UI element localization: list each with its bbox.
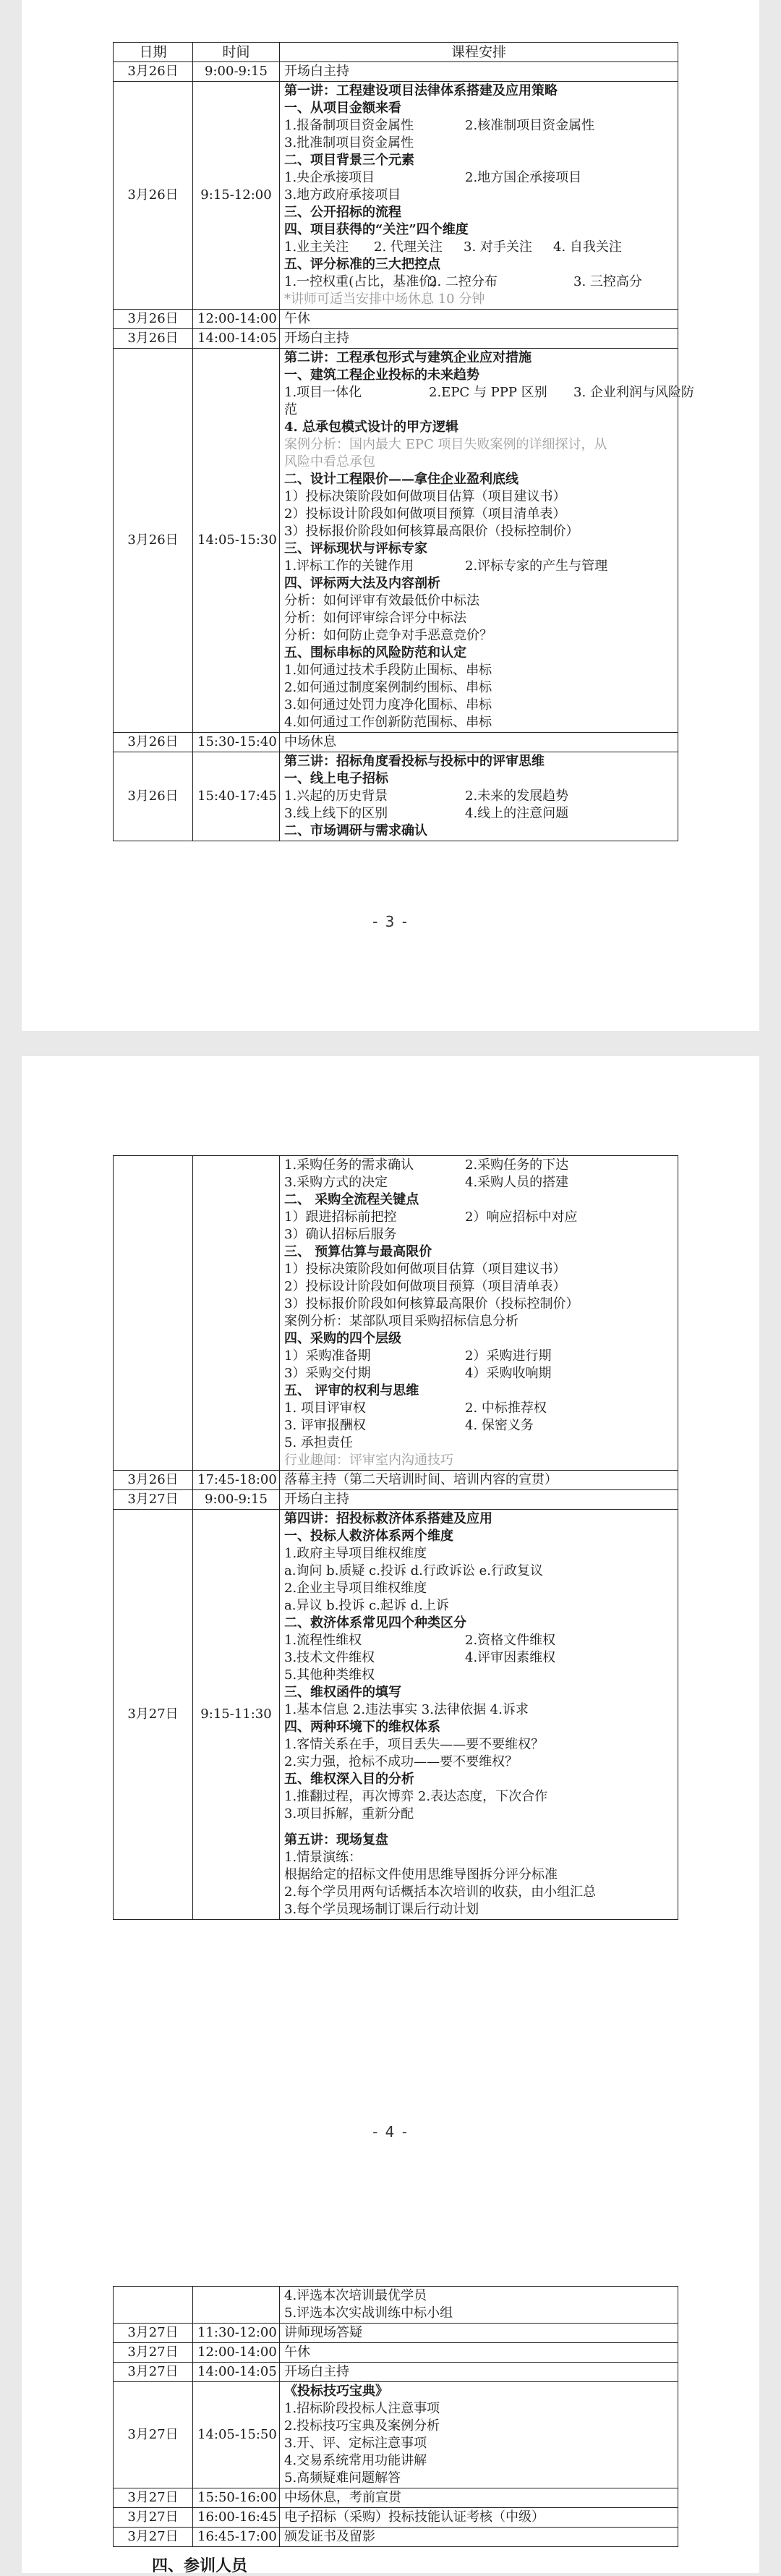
schedule-row bbox=[114, 349, 678, 733]
content-item: 3.线上线下的区别 bbox=[284, 806, 388, 821]
schedule-row bbox=[114, 733, 678, 752]
content-line: 一、从项目金额来看 bbox=[284, 101, 401, 116]
schedule-date: 3月26日 bbox=[114, 62, 193, 82]
content-line bbox=[284, 1823, 673, 1832]
content-item: 2）响应招标中对应 bbox=[465, 1210, 578, 1225]
schedule-time: 11:30-12:00 bbox=[193, 2324, 280, 2343]
page-number: - 3 - bbox=[372, 913, 409, 930]
schedule-row bbox=[114, 62, 678, 82]
header-time: 时间 bbox=[193, 43, 280, 62]
document-page-3 bbox=[22, 0, 759, 1031]
schedule-time: 15:50-16:00 bbox=[193, 2488, 280, 2508]
content-item: 3. 对手关注 bbox=[464, 239, 532, 255]
content-item: 1.央企承接项目 bbox=[284, 170, 375, 185]
content-line bbox=[284, 239, 673, 256]
schedule-date: 3月27日 bbox=[114, 1490, 193, 1510]
content-line: 第三讲：招标角度看投标与投标中的评审思维 bbox=[284, 754, 545, 769]
content-line bbox=[284, 1400, 673, 1417]
header-date: 日期 bbox=[114, 43, 193, 62]
schedule-content bbox=[280, 752, 678, 841]
schedule-row bbox=[114, 1471, 678, 1490]
content-line: 4.如何通过工作创新防范围标、串标 bbox=[284, 715, 492, 730]
schedule-date: 3月27日 bbox=[114, 2363, 193, 2382]
schedule-content bbox=[280, 2508, 678, 2528]
content-line: 第一讲：工程建设项目法律体系搭建及应用策略 bbox=[284, 83, 558, 98]
content-line: 2.实力强，抢标不成功——要不要维权？ bbox=[284, 1754, 518, 1769]
schedule-date bbox=[114, 1156, 193, 1471]
content-line bbox=[284, 1348, 673, 1365]
content-line: 2）投标设计阶段如何做项目预算（项目清单表） bbox=[284, 1279, 566, 1294]
content-line bbox=[284, 169, 673, 187]
content-item: 1.业主关注 bbox=[284, 239, 349, 255]
content-line: a.异议 b.投诉 c.起诉 d.上诉 bbox=[284, 1598, 449, 1613]
content-line: 1.政府主导项目维权维度 bbox=[284, 1546, 427, 1561]
content-item: 4.采购人员的搭建 bbox=[465, 1175, 569, 1190]
section-heading: 四、参训人员 bbox=[152, 2556, 248, 2575]
schedule-content bbox=[280, 1471, 678, 1490]
content-item: 1.采购任务的需求确认 bbox=[284, 1157, 414, 1173]
table-header-row bbox=[114, 43, 678, 62]
schedule-table-page-5 bbox=[113, 2286, 678, 2547]
content-item: 1.报备制项目资金属性 bbox=[284, 118, 414, 133]
schedule-row bbox=[114, 1156, 678, 1471]
content-line bbox=[284, 384, 694, 401]
content-line bbox=[284, 558, 673, 575]
content-line: 颁发证书及留影 bbox=[284, 2529, 375, 2544]
content-line: 2.投标技巧宝典及案例分析 bbox=[284, 2418, 440, 2433]
schedule-time: 12:00-14:00 bbox=[193, 310, 280, 329]
content-line: 电子招标（采购）投标技能认证考核（中级） bbox=[284, 2509, 545, 2525]
content-line: a.询问 b.质疑 c.投诉 d.行政诉讼 e.行政复议 bbox=[284, 1563, 544, 1578]
content-line: 1.如何通过技术手段防止围标、串标 bbox=[284, 663, 492, 678]
content-line: 二、设计工程限价——拿住企业盈利底线 bbox=[284, 472, 518, 487]
content-line: 一、线上电子招标 bbox=[284, 771, 388, 786]
content-line: 3）确认招标后服务 bbox=[284, 1227, 397, 1242]
content-line: 二、 采购全流程关键点 bbox=[284, 1192, 419, 1207]
content-item: 3）采购交付期 bbox=[284, 1366, 371, 1381]
content-line: 开场白主持 bbox=[284, 2364, 349, 2379]
schedule-row bbox=[114, 82, 678, 310]
content-line: 第五讲：现场复盘 bbox=[284, 1832, 388, 1848]
schedule-date: 3月26日 bbox=[114, 82, 193, 310]
schedule-date: 3月27日 bbox=[114, 2343, 193, 2363]
content-line: 午休 bbox=[284, 2345, 310, 2360]
content-item: 4.评审因素维权 bbox=[465, 1650, 556, 1665]
schedule-time bbox=[193, 2287, 280, 2324]
schedule-row bbox=[114, 752, 678, 841]
content-line: 第二讲：工程承包形式与建筑企业应对措施 bbox=[284, 350, 532, 365]
content-line: 1.推翻过程，再次博弈 2.表达态度，下次合作 bbox=[284, 1789, 548, 1804]
content-line: 三、维权函件的填写 bbox=[284, 1685, 401, 1700]
schedule-row bbox=[114, 1510, 678, 1920]
content-line: 3）投标报价阶段如何核算最高限价（投标控制价） bbox=[284, 1296, 579, 1312]
content-line: 3.批准制项目资金属性 bbox=[284, 135, 414, 150]
schedule-content bbox=[280, 1156, 678, 1471]
content-line bbox=[284, 788, 673, 805]
schedule-content bbox=[280, 82, 678, 310]
schedule-date: 3月27日 bbox=[114, 2324, 193, 2343]
content-line: 行业趣闻：评审室内沟通技巧 bbox=[284, 1453, 453, 1468]
schedule-date: 3月27日 bbox=[114, 2488, 193, 2508]
schedule-content bbox=[280, 733, 678, 752]
content-line: 《投标技巧宝典》 bbox=[284, 2384, 388, 2399]
content-line: 1）投标决策阶段如何做项目估算（项目建议书） bbox=[284, 489, 566, 504]
schedule-content bbox=[280, 310, 678, 329]
content-line: 三、评标现状与评标专家 bbox=[284, 541, 427, 556]
schedule-content bbox=[280, 1490, 678, 1510]
content-line: 4. 总承包模式设计的甲方逻辑 bbox=[284, 420, 459, 435]
schedule-content bbox=[280, 329, 678, 349]
content-item: 1.评标工作的关键作用 bbox=[284, 558, 414, 574]
content-line: 四、评标两大法及内容剖析 bbox=[284, 576, 440, 591]
content-item: 2. 代理关注 bbox=[374, 239, 443, 255]
schedule-time bbox=[193, 1156, 280, 1471]
content-line: 五、 评审的权利与思维 bbox=[284, 1383, 419, 1398]
content-line: 中场休息，考前宣贯 bbox=[284, 2490, 401, 2505]
content-line: 分析：如何防止竞争对手恶意竞价？ bbox=[284, 628, 492, 643]
header-schedule: 课程安排 bbox=[280, 43, 678, 62]
schedule-time: 17:45-18:00 bbox=[193, 1471, 280, 1490]
content-line: 4.交易系统常用功能讲解 bbox=[284, 2453, 427, 2468]
schedule-time: 9:15-11:30 bbox=[193, 1510, 280, 1920]
content-item: 1.一控权重(占比，基准价) bbox=[284, 274, 438, 289]
content-line bbox=[284, 1174, 673, 1191]
page-number: - 4 - bbox=[372, 2123, 409, 2141]
content-item: 4. 保密义务 bbox=[465, 1418, 534, 1433]
content-line: 开场白主持 bbox=[284, 331, 349, 346]
content-item: 3. 三控高分 bbox=[573, 274, 642, 289]
content-line bbox=[284, 117, 673, 135]
content-line: 5.其他种类维权 bbox=[284, 1667, 375, 1683]
schedule-table-page-3 bbox=[113, 42, 694, 841]
content-line: 午休 bbox=[284, 311, 310, 326]
schedule-time: 9:00-9:15 bbox=[193, 1490, 280, 1510]
content-item: 2.EPC 与 PPP 区别 bbox=[429, 385, 547, 400]
content-line: 2.企业主导项目维权维度 bbox=[284, 1581, 427, 1596]
schedule-date: 3月26日 bbox=[114, 733, 193, 752]
content-line: 案例分析：某部队项目采购招标信息分析 bbox=[284, 1314, 518, 1329]
schedule-time: 14:00-14:05 bbox=[193, 329, 280, 349]
content-item: 2.未来的发展趋势 bbox=[465, 788, 569, 804]
content-item: 1）采购准备期 bbox=[284, 1348, 371, 1364]
schedule-content bbox=[280, 349, 694, 733]
content-line: 五、评分标准的三大把控点 bbox=[284, 257, 440, 272]
content-line bbox=[284, 1209, 673, 1226]
schedule-date: 3月26日 bbox=[114, 310, 193, 329]
content-line bbox=[284, 1157, 673, 1174]
schedule-row bbox=[114, 2287, 678, 2324]
content-line: 3.地方政府承接项目 bbox=[284, 187, 401, 203]
schedule-content bbox=[280, 2363, 678, 2382]
schedule-date: 3月27日 bbox=[114, 2508, 193, 2528]
content-line: 四、采购的四个层级 bbox=[284, 1331, 401, 1346]
content-line: 2.每个学员用两句话概括本次培训的收获，由小组汇总 bbox=[284, 1884, 597, 1900]
content-item: 2. 中标推荐权 bbox=[465, 1400, 547, 1416]
content-line: 一、建筑工程企业投标的未来趋势 bbox=[284, 367, 479, 383]
content-item: 1.项目一体化 bbox=[284, 385, 362, 400]
content-line: 1.情景演练： bbox=[284, 1850, 362, 1865]
content-item: 3.采购方式的决定 bbox=[284, 1175, 388, 1190]
content-line: 1.招标阶段投标人注意事项 bbox=[284, 2401, 440, 2416]
content-item: 1. 项目评审权 bbox=[284, 1400, 366, 1416]
content-line: 分析：如何评审有效最低价中标法 bbox=[284, 593, 479, 608]
schedule-row bbox=[114, 2343, 678, 2363]
schedule-content bbox=[280, 2528, 678, 2547]
content-line: 讲师现场答疑 bbox=[284, 2325, 362, 2340]
content-line bbox=[284, 1417, 673, 1434]
schedule-row bbox=[114, 2324, 678, 2343]
content-item: 2.评标专家的产生与管理 bbox=[465, 558, 608, 574]
content-line: 五、维权深入目的分析 bbox=[284, 1772, 414, 1787]
schedule-content bbox=[280, 2324, 678, 2343]
content-line: 1.基本信息 2.违法事实 3.法律依据 4.诉求 bbox=[284, 1702, 529, 1717]
content-item: 3. 企业利润与风险防 bbox=[573, 385, 694, 400]
content-line: 2.如何通过制度案例制约围标、串标 bbox=[284, 680, 492, 695]
content-line: 5. 承担责任 bbox=[284, 1435, 353, 1450]
content-line: 三、公开招标的流程 bbox=[284, 205, 401, 220]
content-line: 四、项目获得的“关注”四个维度 bbox=[284, 222, 469, 237]
schedule-row bbox=[114, 2508, 678, 2528]
schedule-date: 3月26日 bbox=[114, 349, 193, 733]
content-line: 中场休息 bbox=[284, 734, 336, 749]
schedule-row bbox=[114, 2363, 678, 2382]
content-item: 2.核准制项目资金属性 bbox=[465, 118, 595, 133]
content-line: 案例分析：国内最大 EPC 项目失败案例的详细探讨，从 bbox=[284, 437, 607, 452]
content-line: 3）投标报价阶段如何核算最高限价（投标控制价） bbox=[284, 524, 579, 539]
content-item: 3. 评审报酬权 bbox=[284, 1418, 366, 1433]
schedule-content bbox=[280, 2488, 678, 2508]
content-line: 3.如何通过处罚力度净化围标、串标 bbox=[284, 697, 492, 713]
content-line: 第四讲：招投标救济体系搭建及应用 bbox=[284, 1511, 492, 1526]
content-line: 开场白主持 bbox=[284, 64, 349, 79]
content-line: 4.评选本次培训最优学员 bbox=[284, 2288, 427, 2303]
schedule-date: 3月26日 bbox=[114, 1471, 193, 1490]
content-line: 根据给定的招标文件使用思维导图拆分评分标准 bbox=[284, 1867, 558, 1882]
content-line: 四、两种环境下的维权体系 bbox=[284, 1720, 440, 1735]
content-line: 3.每个学员现场制订课后行动计划 bbox=[284, 1902, 479, 1917]
content-line: 5.高频疑难问题解答 bbox=[284, 2470, 401, 2486]
schedule-row bbox=[114, 1490, 678, 1510]
content-line: 1.客情关系在手，项目丢失——要不要维权？ bbox=[284, 1737, 545, 1752]
content-line bbox=[284, 1632, 673, 1649]
content-line: 三、 预算估算与最高限价 bbox=[284, 1244, 432, 1259]
content-line: 五、围标串标的风险防范和认定 bbox=[284, 645, 466, 660]
content-item: 2. 二控分布 bbox=[429, 274, 498, 289]
content-line: 开场白主持 bbox=[284, 1492, 349, 1507]
schedule-row bbox=[114, 310, 678, 329]
schedule-time: 12:00-14:00 bbox=[193, 2343, 280, 2363]
content-item: 4）采购收响期 bbox=[465, 1366, 552, 1381]
schedule-time: 15:30-15:40 bbox=[193, 733, 280, 752]
document-page-5 bbox=[22, 2163, 759, 2573]
content-line: 1）投标决策阶段如何做项目估算（项目建议书） bbox=[284, 1262, 566, 1277]
schedule-time: 16:45-17:00 bbox=[193, 2528, 280, 2547]
schedule-date: 3月27日 bbox=[114, 1510, 193, 1920]
content-line: 一、投标人救济体系两个维度 bbox=[284, 1529, 453, 1544]
schedule-date: 3月27日 bbox=[114, 2528, 193, 2547]
content-item: 1.流程性维权 bbox=[284, 1633, 362, 1648]
document-page-4 bbox=[22, 1056, 759, 2181]
schedule-time: 9:15-12:00 bbox=[193, 82, 280, 310]
schedule-time: 16:00-16:45 bbox=[193, 2508, 280, 2528]
content-line: 2）投标设计阶段如何做项目预算（项目清单表） bbox=[284, 506, 566, 522]
schedule-table-page-4 bbox=[113, 1155, 678, 1920]
content-item: 2.资格文件维权 bbox=[465, 1633, 556, 1648]
content-item: 1.兴起的历史背景 bbox=[284, 788, 388, 804]
schedule-date: 3月26日 bbox=[114, 329, 193, 349]
schedule-row bbox=[114, 2528, 678, 2547]
content-item: 2.地方国企承接项目 bbox=[465, 170, 582, 185]
schedule-content bbox=[280, 2287, 678, 2324]
schedule-time: 9:00-9:15 bbox=[193, 62, 280, 82]
schedule-time: 14:05-15:30 bbox=[193, 349, 280, 733]
content-line: 二、项目背景三个元素 bbox=[284, 153, 414, 168]
content-item: 4. 自我关注 bbox=[553, 239, 622, 255]
schedule-time: 15:40-17:45 bbox=[193, 752, 280, 841]
schedule-date bbox=[114, 2287, 193, 2324]
content-item: 2.采购任务的下达 bbox=[465, 1157, 569, 1173]
content-line: 5.评选本次实战训练中标小组 bbox=[284, 2305, 453, 2321]
schedule-row bbox=[114, 2488, 678, 2508]
content-line: 风险中看总承包 bbox=[284, 454, 375, 469]
content-line bbox=[284, 1365, 673, 1382]
schedule-time: 14:00-14:05 bbox=[193, 2363, 280, 2382]
schedule-content bbox=[280, 2382, 678, 2488]
schedule-row bbox=[114, 2382, 678, 2488]
content-line: 3.开、评、定标注意事项 bbox=[284, 2436, 427, 2451]
content-line: *讲师可适当安排中场休息 10 分钟 bbox=[284, 292, 485, 307]
content-item: 3.技术文件维权 bbox=[284, 1650, 375, 1665]
schedule-content bbox=[280, 1510, 678, 1920]
content-line: 落幕主持（第二天培训时间、培训内容的宣贯） bbox=[284, 1472, 558, 1487]
schedule-date: 3月26日 bbox=[114, 752, 193, 841]
content-item: 1）跟进招标前把控 bbox=[284, 1210, 397, 1225]
content-line bbox=[284, 1649, 673, 1667]
content-item: 4.线上的注意问题 bbox=[465, 806, 569, 821]
content-line bbox=[284, 805, 673, 822]
content-line: 范 bbox=[284, 402, 297, 417]
schedule-content bbox=[280, 2343, 678, 2363]
schedule-row bbox=[114, 329, 678, 349]
content-line: 分析：如何评审综合评分中标法 bbox=[284, 611, 466, 626]
schedule-date: 3月27日 bbox=[114, 2382, 193, 2488]
content-line bbox=[284, 273, 673, 291]
content-line: 3.项目拆解，重新分配 bbox=[284, 1806, 414, 1822]
schedule-content bbox=[280, 62, 678, 82]
schedule-time: 14:05-15:50 bbox=[193, 2382, 280, 2488]
content-line: 二、市场调研与需求确认 bbox=[284, 823, 427, 838]
content-item: 2）采购进行期 bbox=[465, 1348, 552, 1364]
content-line: 二、救济体系常见四个种类区分 bbox=[284, 1615, 466, 1631]
